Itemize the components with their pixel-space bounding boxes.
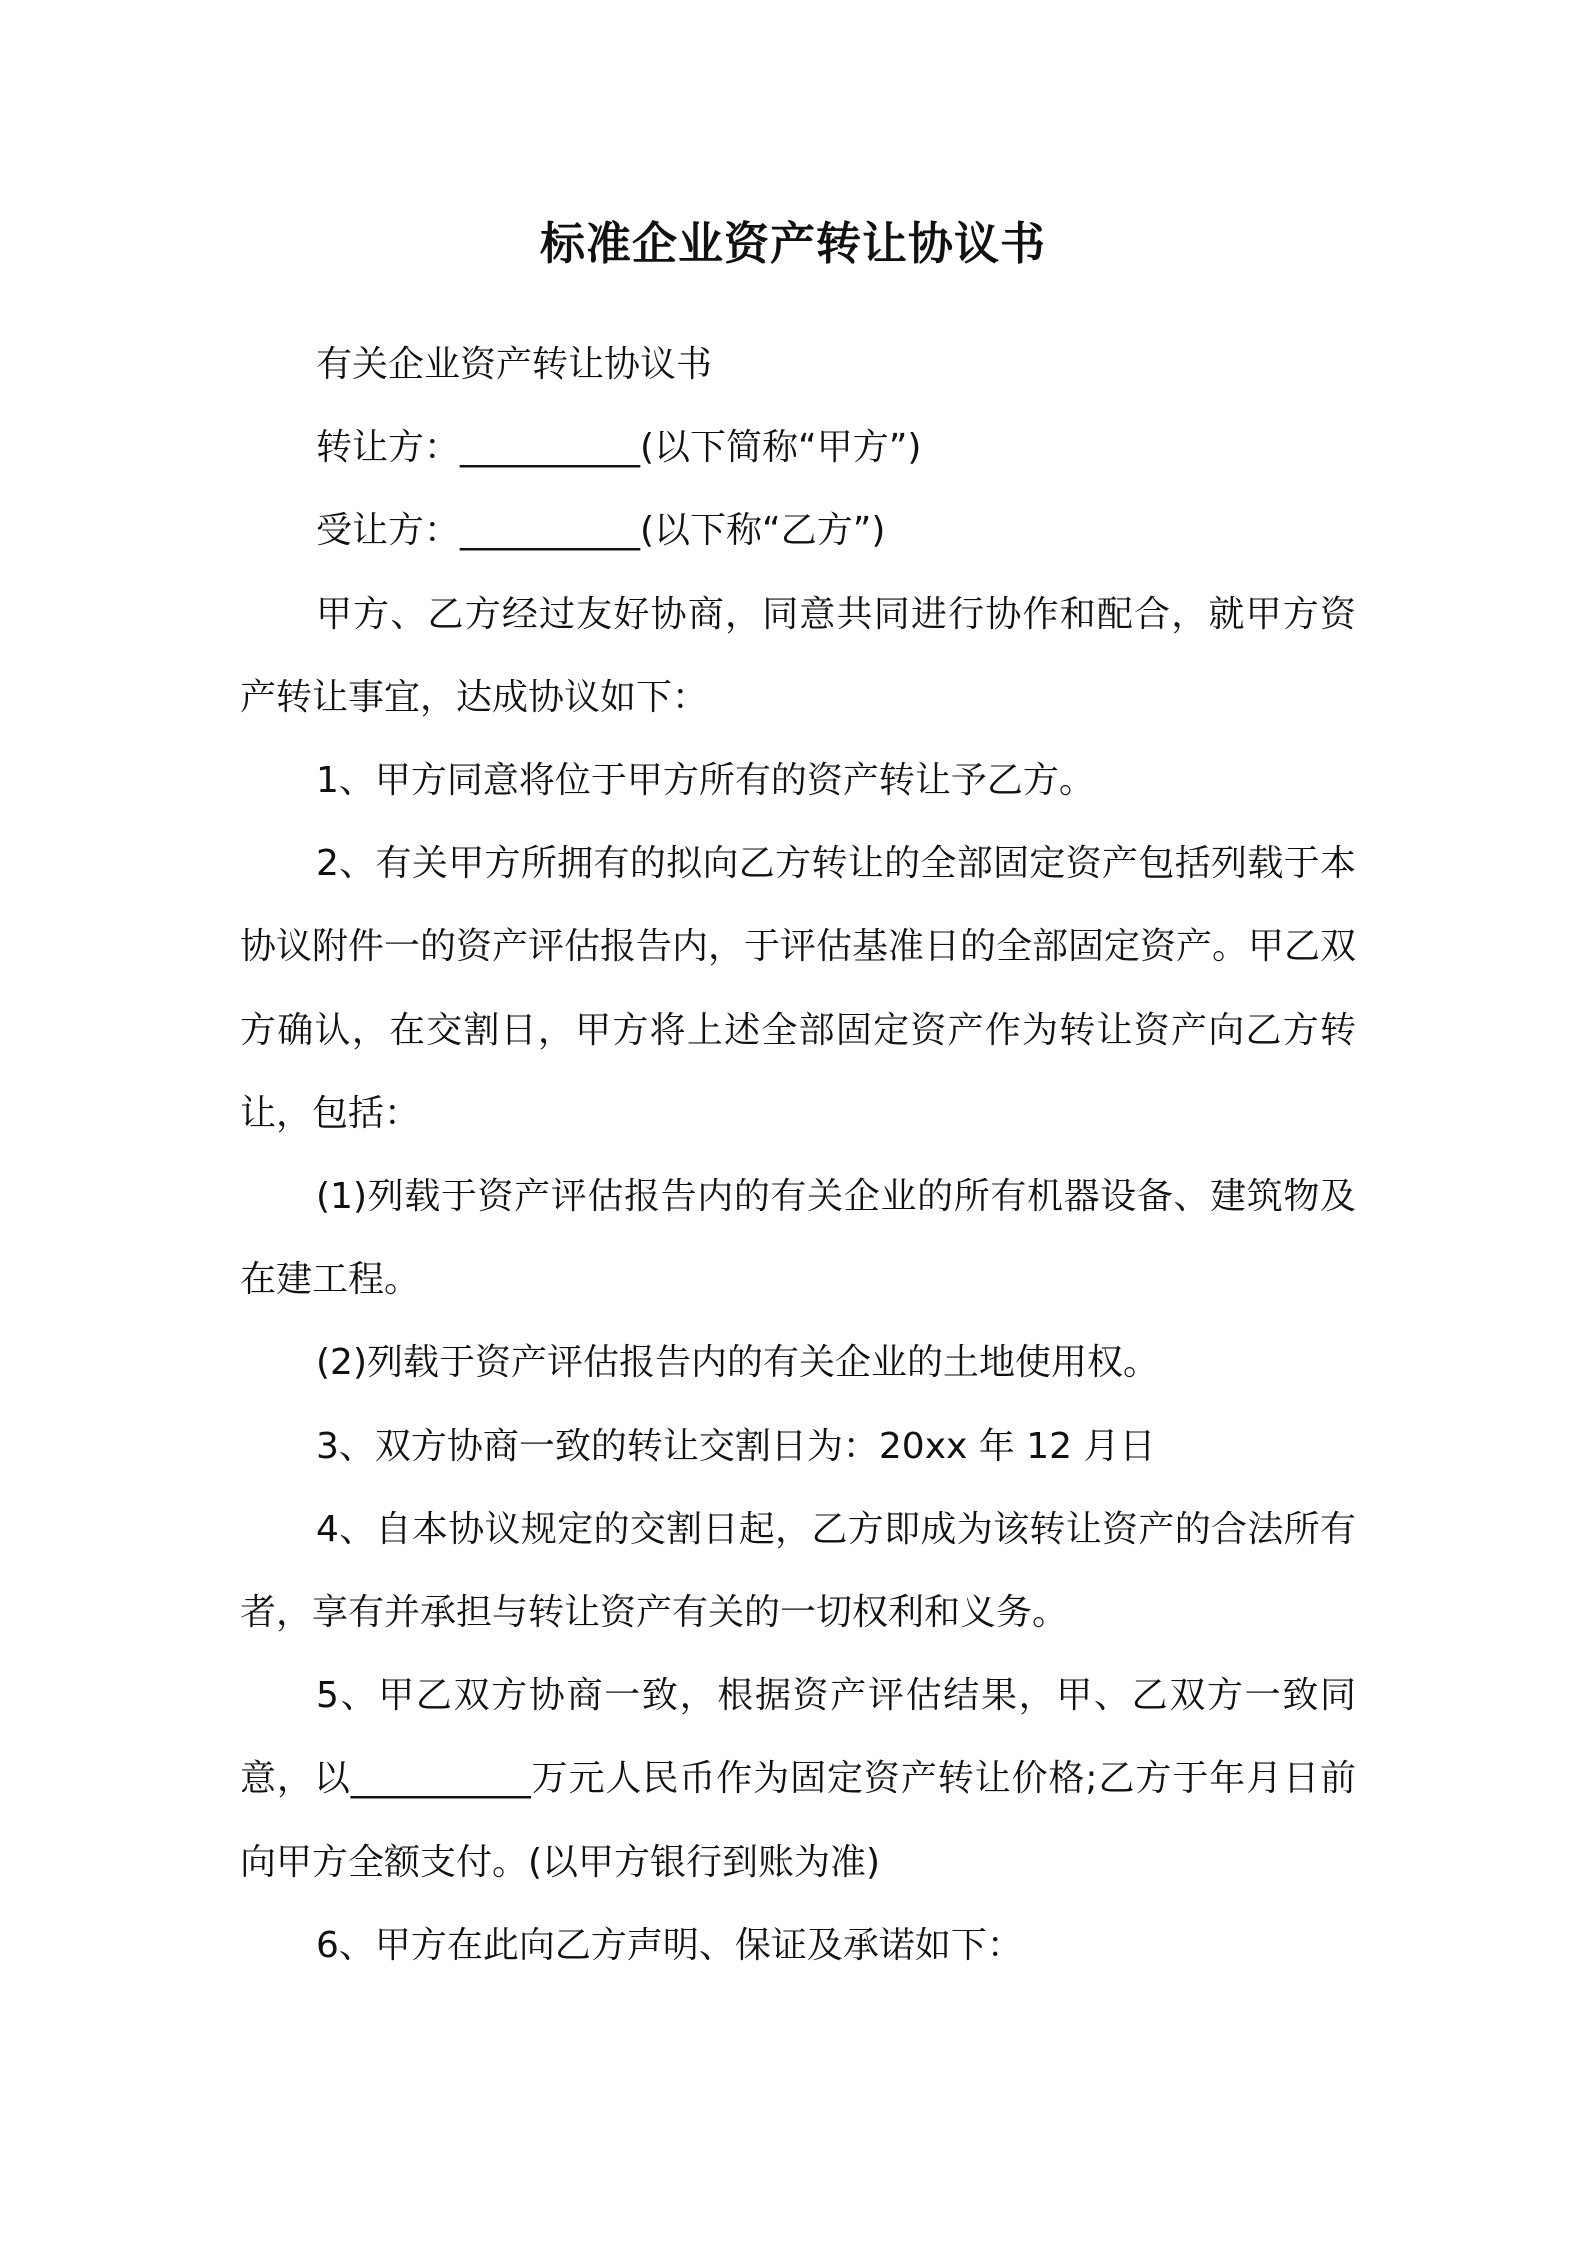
paragraph-subtitle: 有关企业资产转让协议书 (316, 344, 713, 385)
paragraph-clause-3: 3、双方协商一致的转让交割日为：20xx 年 12 月日 (316, 1425, 1156, 1467)
paragraph-clause-2-item-1: (1)列载于资产评估报告内的有关企业的所有机器设备、建筑物及在建工程。 (240, 1176, 1356, 1301)
paragraph-clause-2-item-2: (2)列载于资产评估报告内的有关企业的土地使用权。 (316, 1342, 1159, 1384)
document-title: 标准企业资产转让协议书 (539, 217, 1046, 270)
paragraph-clause-2: 2、有关甲方所拥有的拟向乙方转让的全部固定资产包括列载于本协议附件一的资产评估报告内，于评估基准日的全部固定资产。甲乙双方确认，在交割日，甲方将上述全部固定资产作为转让资产向乙方转让，包括： (240, 843, 1357, 1134)
paragraph-transferor: 转让方：__________(以下简称“甲方”) (316, 427, 922, 469)
paragraph-clause-5: 5、甲乙双方协商一致，根据资产评估结果，甲、乙双方一致同意，以__________万元人民币作为固定资产转让价格;乙方于年月日前向甲方全额支付。(以甲方银行到账为准) (240, 1675, 1356, 1883)
paragraph-transferee: 受让方：__________(以下称“乙方”) (316, 510, 886, 552)
paragraph-clause-6: 6、甲方在此向乙方声明、保证及承诺如下： (316, 1924, 1023, 1966)
paragraph-preamble: 甲方、乙方经过友好协商，同意共同进行协作和配合，就甲方资产转让事宜，达成协议如下： (240, 593, 1356, 718)
paragraph-clause-1: 1、甲方同意将位于甲方所有的资产转让予乙方。 (316, 760, 1095, 802)
paragraph-clause-4: 4、自本协议规定的交割日起，乙方即成为该转让资产的合法所有者，享有并承担与转让资产有关的一切权利和义务。 (240, 1508, 1356, 1634)
document-body (240, 323, 1356, 1987)
